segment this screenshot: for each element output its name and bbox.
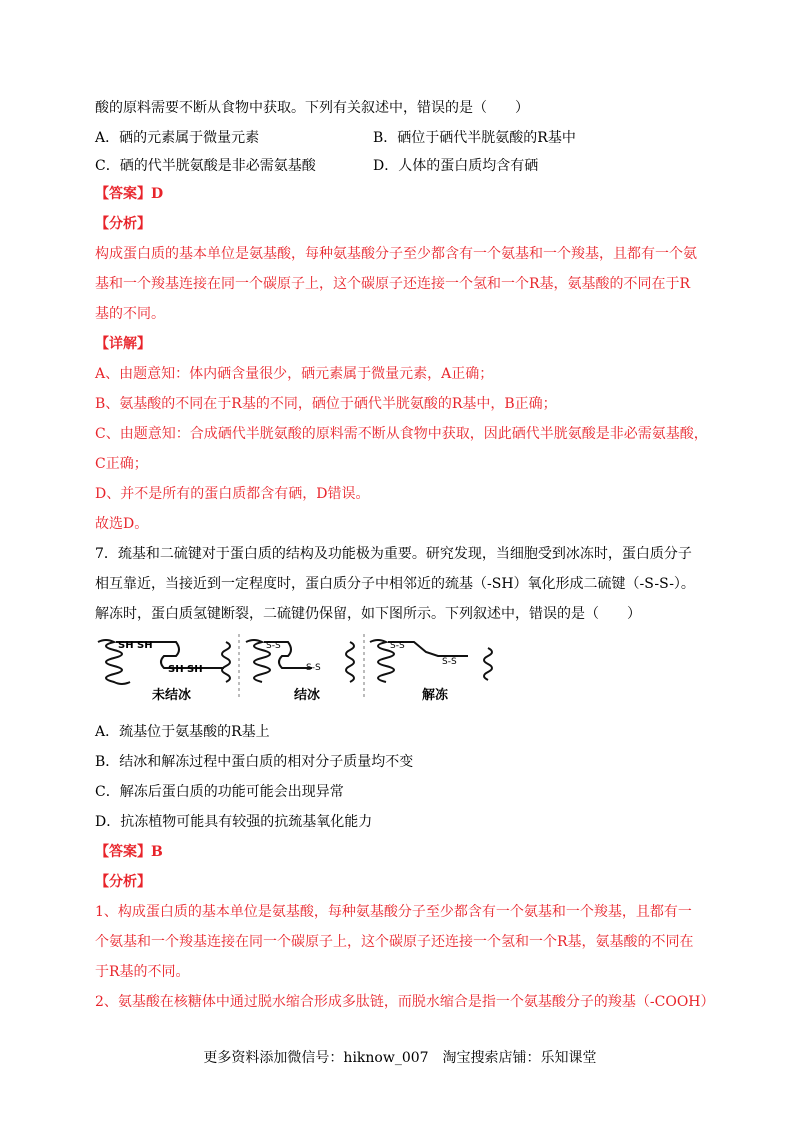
page-footer: 更多资料添加微信号：hiknow_007 淘宝搜索店铺：乐知课堂 xyxy=(203,1050,597,1066)
q6-option-a: A．硒的元素属于微量元素 xyxy=(95,130,260,146)
q6-conclusion: 故选D。 xyxy=(95,516,149,532)
q6-answer: 【答案】D xyxy=(95,186,164,202)
ss-label: S-S xyxy=(442,657,457,667)
figure-label-unfrozen: 未结冰 xyxy=(152,688,192,703)
q7-analysis-line-1: 1、构成蛋白质的基本单位是氨基酸，每种氨基酸分子至少都含有一个氨基和一个羧基，且都有一 xyxy=(95,904,692,920)
q7-option-a: A．巯基位于氨基酸的R基上 xyxy=(95,724,270,740)
q6-option-b: B．硒位于硒代半胱氨酸的R基中 xyxy=(373,130,576,146)
protein-chain xyxy=(222,642,230,682)
q7-analysis-line-2: 个氨基和一个羧基连接在同一个碳原子上，这个碳原子还连接一个氢和一个R基，氨基酸的不同在 xyxy=(95,934,694,950)
q6-analysis-line-1: 构成蛋白质的基本单位是氨基酸，每种氨基酸分子至少都含有一个氨基和一个羧基，且都有一个氨 xyxy=(95,246,697,262)
q6-option-c: C．硒的代半胱氨酸是非必需氨基酸 xyxy=(95,158,316,174)
q7-stem-line-3: 解冻时，蛋白质氢键断裂，二硫键仍保留，如下图所示。下列叙述中，错误的是（ ） xyxy=(95,606,641,622)
q6-detail-tag: 【详解】 xyxy=(95,336,151,352)
sh-label: SH SH xyxy=(118,640,153,651)
q7-option-d: D．抗冻植物可能具有较强的抗巯基氧化能力 xyxy=(95,814,373,830)
q7-analysis-line-3: 于R基的不同。 xyxy=(95,964,190,980)
ss-label: S-S xyxy=(390,641,405,651)
protein-chain xyxy=(484,648,492,680)
ss-label: S-S xyxy=(306,663,321,673)
figure-label-thawed: 解冻 xyxy=(422,688,449,703)
q7-analysis-tag: 【分析】 xyxy=(95,874,151,890)
q6-intro: 酸的原料需要不断从食物中获取。下列有关叙述中，错误的是（ ） xyxy=(95,100,529,116)
q7-analysis-line-4: 2、氨基酸在核糖体中通过脱水缩合形成多肽链，而脱水缩合是指一个氨基酸分子的羧基（-COOH） xyxy=(95,994,715,1010)
q7-stem-line-1: 7．巯基和二硫键对于蛋白质的结构及功能极为重要。研究发现，当细胞受到冰冻时，蛋白质分子 xyxy=(95,546,692,562)
q6-analysis-line-2: 基和一个羧基连接在同一个碳原子上，这个碳原子还连接一个氢和一个R基，氨基酸的不同在于R xyxy=(95,276,691,292)
protein-freeze-figure xyxy=(96,634,508,704)
q6-detail-line-5: D、并不是所有的蛋白质都含有硒，D错误。 xyxy=(95,486,370,502)
figure-label-frozen: 结冰 xyxy=(294,688,321,703)
q7-option-b: B．结冰和解冻过程中蛋白质的相对分子质量均不变 xyxy=(95,754,414,770)
q6-analysis-line-3: 基的不同。 xyxy=(95,306,165,322)
q7-option-c: C．解冻后蛋白质的功能可能会出现异常 xyxy=(95,784,344,800)
q6-option-d: D．人体的蛋白质均含有硒 xyxy=(373,158,539,174)
q6-detail-line-1: A、由题意知：体内硒含量很少，硒元素属于微量元素，A正确； xyxy=(95,366,494,382)
q6-detail-line-4: C正确； xyxy=(95,456,148,472)
protein-chain xyxy=(346,642,354,682)
ss-label: S-S xyxy=(266,641,281,651)
sh-label: SH SH xyxy=(168,664,203,675)
q7-stem-line-2: 相互靠近，当接近到一定程度时，蛋白质分子中相邻近的巯基（-SH）氧化形成二硫键（-S-S-）。 xyxy=(95,576,695,592)
q7-answer: 【答案】B xyxy=(95,844,163,860)
q6-analysis-tag: 【分析】 xyxy=(95,216,151,232)
q6-detail-line-3: C、由题意知：合成硒代半胱氨酸的原料需不断从食物中获取，因此硒代半胱氨酸是非必需氨基酸， xyxy=(95,426,708,442)
q6-detail-line-2: B、氨基酸的不同在于R基的不同，硒位于硒代半胱氨酸的R基中，B正确； xyxy=(95,396,557,412)
